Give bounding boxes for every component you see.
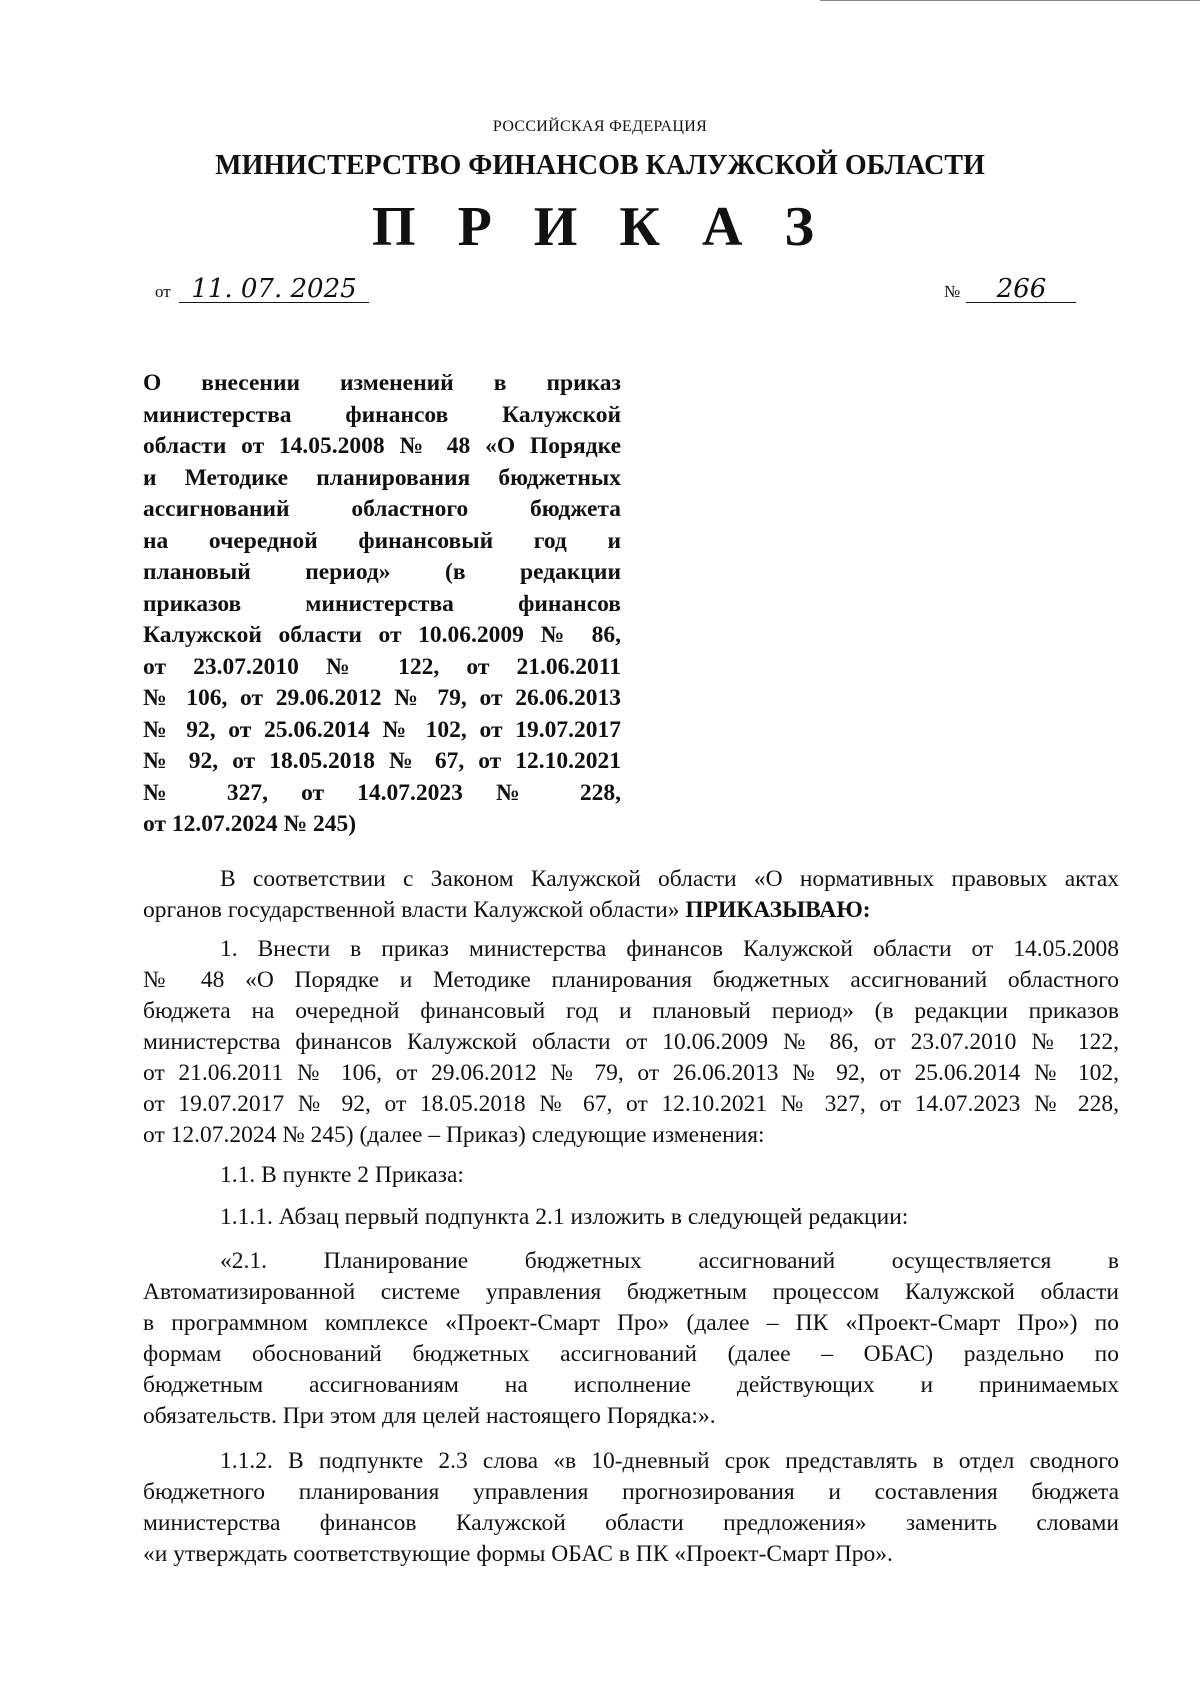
item-1-1-paragraph — [143, 1160, 1119, 1191]
date-prefix: от — [155, 282, 171, 301]
subject-line: от 12.07.2024 № 245) — [143, 811, 357, 837]
item-1-1-2-line: 1.1.2. В подпункте 2.3 слова «в 10-дневный срок представлять в отдел сводного — [220, 1448, 1119, 1474]
header-country: РОССИЙСКАЯ ФЕДЕРАЦИЯ — [492, 118, 708, 135]
subject-line: Калужской области от 10.06.2009 № 86, — [143, 622, 621, 648]
item-1-1-2-paragraph — [143, 1446, 1119, 1570]
order-date — [155, 276, 369, 303]
item-1-1-1-paragraph — [143, 1202, 1119, 1233]
subject-line: области от 14.05.2008 № 48 «О Порядке — [143, 433, 621, 459]
item-1-1-2-line: министерства финансов Калужской области предложения» заменить словами — [143, 1510, 1119, 1536]
preamble-paragraph — [143, 864, 1119, 926]
item-1-1-2-line: «и утверждать соответствующие формы ОБАС в ПК «Проект-Смарт Про». — [143, 1541, 893, 1567]
item-1-line: министерства финансов Калужской области от 10.06.2009 № 86, от 23.07.2010 № 122, — [143, 1029, 1119, 1055]
item-1-line: от 12.07.2024 № 245) (далее – Приказ) следующие изменения: — [143, 1122, 765, 1148]
quoted-text-paragraph — [143, 1246, 1119, 1432]
quote-line: Автоматизированной системе управления бюджетным процессом Калужской области — [143, 1279, 1119, 1305]
item-1-line: от 21.06.2011 № 106, от 29.06.2012 № 79, от 26.06.2013 № 92, от 25.06.2014 № 102, — [143, 1060, 1119, 1086]
item-1-line: бюджета на очередной финансовый год и плановый период» (в редакции приказов — [143, 998, 1119, 1024]
preamble-line — [143, 895, 1119, 926]
subject-line: № 327, от 14.07.2023 № 228, — [143, 779, 621, 806]
subject-line: от 23.07.2010 № 122, от 21.06.2011 — [143, 653, 621, 680]
document-type-title: П Р И К А З — [372, 196, 828, 258]
quote-line: «2.1. Планирование бюджетных ассигнований осуществляется в — [220, 1248, 1119, 1274]
preamble-line: В соответствии с Законом Калужской области «О нормативных правовых актах — [220, 866, 1119, 892]
header-ministry: МИНИСТЕРСТВО ФИНАНСОВ КАЛУЖСКОЙ ОБЛАСТИ — [215, 150, 985, 181]
quote-line: обязательств. При этом для целей настоящего Порядка:». — [143, 1403, 716, 1429]
subject-line: плановый период» (в редакции — [143, 559, 621, 585]
item-1-paragraph — [143, 934, 1119, 1151]
subject-line: ассигнований областного бюджета — [143, 496, 621, 522]
order-verb: ПРИКАЗЫВАЮ: — [685, 897, 871, 923]
subject-line: приказов министерства финансов — [143, 590, 621, 617]
subject-line: О внесении изменений в приказ — [143, 370, 621, 396]
item-1-1-line: 1.1. В пункте 2 Приказа: — [220, 1162, 464, 1188]
quote-line: в программном комплексе «Проект-Смарт Про» (далее – ПК «Проект-Смарт Про») по — [143, 1310, 1119, 1336]
number-prefix: № — [944, 282, 961, 301]
item-1-line: 1. Внести в приказ министерства финансов Калужской области от 14.05.2008 — [220, 936, 1119, 962]
item-1-line: № 48 «О Порядке и Методике планирования бюджетных ассигнований областного — [143, 967, 1119, 993]
subject-line: № 106, от 29.06.2012 № 79, от 26.06.2013 — [143, 685, 621, 711]
handwritten-date: 11. 07. 2025 — [179, 276, 369, 303]
handwritten-number: 266 — [966, 276, 1076, 303]
order-subject — [143, 368, 621, 841]
quote-line: формам обоснований бюджетных ассигнований (далее – ОБАС) раздельно по — [143, 1341, 1119, 1367]
preamble-text: органов государственной власти Калужской области» — [143, 897, 680, 923]
subject-line: на очередной финансовый год и — [143, 527, 621, 554]
subject-line: № 92, от 18.05.2018 № 67, от 12.10.2021 — [143, 748, 621, 774]
subject-line: и Методике планирования бюджетных — [143, 464, 621, 491]
order-number — [944, 276, 1076, 303]
subject-line: министерства финансов Калужской — [143, 401, 621, 428]
scan-edge — [820, 0, 1200, 5]
item-1-line: от 19.07.2017 № 92, от 18.05.2018 № 67, от 12.10.2021 № 327, от 14.07.2023 № 228, — [143, 1091, 1119, 1117]
item-1-1-1-line: 1.1.1. Абзац первый подпункта 2.1 изложить в следующей редакции: — [220, 1204, 909, 1230]
item-1-1-2-line: бюджетного планирования управления прогнозирования и составления бюджета — [143, 1479, 1119, 1505]
quote-line: бюджетным ассигнованиям на исполнение действующих и принимаемых — [143, 1372, 1119, 1398]
subject-line: № 92, от 25.06.2014 № 102, от 19.07.2017 — [143, 716, 621, 743]
